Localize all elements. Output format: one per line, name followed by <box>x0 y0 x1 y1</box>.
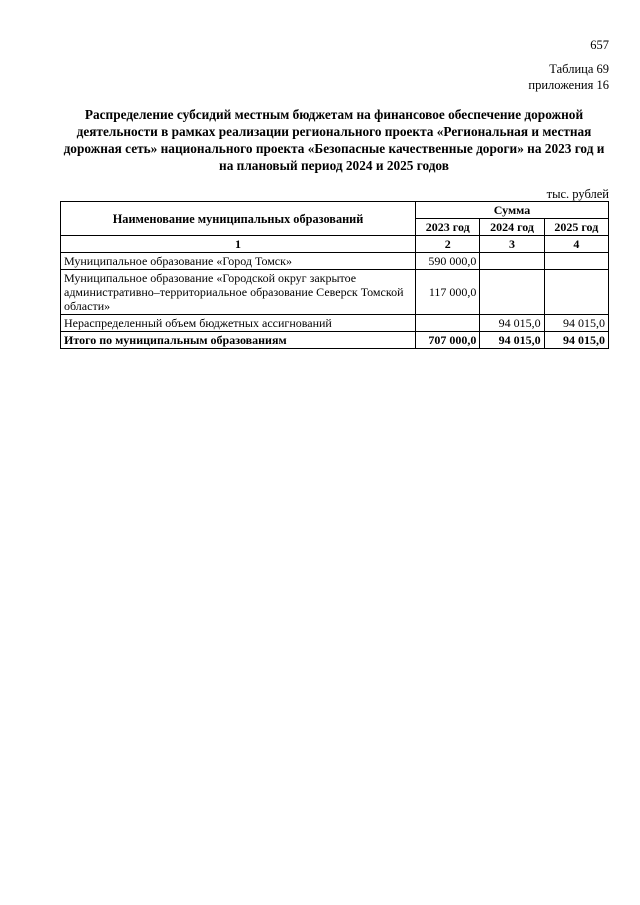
header-year-2023: 2023 год <box>416 219 480 236</box>
table-row <box>61 315 609 332</box>
total-row <box>61 332 609 349</box>
amount-2024 <box>480 270 544 315</box>
municipality-name: Муниципальное образование «Городской округ закрытое административно–территориальное образование Северск Томской области» <box>61 270 416 315</box>
column-index: 2 <box>416 236 480 253</box>
table-row <box>61 270 609 315</box>
table-row <box>61 253 609 270</box>
amount-2024: 94 015,0 <box>480 315 544 332</box>
amount-2025: 94 015,0 <box>544 315 608 332</box>
amount-2025 <box>544 270 608 315</box>
amount-2025 <box>544 253 608 270</box>
header-sum: Сумма <box>416 202 609 219</box>
header-year-2024: 2024 год <box>480 219 544 236</box>
subsidy-table <box>60 201 609 349</box>
total-2025: 94 015,0 <box>544 332 608 349</box>
page-number: 657 <box>590 38 609 52</box>
document-title: Распределение субсидий местным бюджетам на финансовое обеспечение дорожной деятельности в рамках реализации регионального проекта «Региональная и местная дорожная сеть» национального проекта «Безопасные качественные дороги» на 2023 год и на плановый период 2024 и 2025 годов <box>63 107 605 173</box>
amount-2023: 590 000,0 <box>416 253 480 270</box>
amount-2024 <box>480 253 544 270</box>
header-year-2025: 2025 год <box>544 219 608 236</box>
municipality-name: Нераспределенный объем бюджетных ассигнований <box>61 315 416 332</box>
table-reference <box>528 61 609 93</box>
amount-2023: 117 000,0 <box>416 270 480 315</box>
municipality-name: Муниципальное образование «Город Томск» <box>61 253 416 270</box>
table-number: Таблица 69 <box>549 62 609 76</box>
total-2024: 94 015,0 <box>480 332 544 349</box>
amount-2023 <box>416 315 480 332</box>
total-label: Итого по муниципальным образованиям <box>61 332 416 349</box>
table-header-row <box>61 202 609 219</box>
column-index: 1 <box>61 236 416 253</box>
header-municipality: Наименование муниципальных образований <box>61 202 416 236</box>
appendix-reference: приложения 16 <box>528 78 609 92</box>
total-2023: 707 000,0 <box>416 332 480 349</box>
column-index: 3 <box>480 236 544 253</box>
column-index-row <box>61 236 609 253</box>
units-label: тыс. рублей <box>546 187 609 201</box>
column-index: 4 <box>544 236 608 253</box>
